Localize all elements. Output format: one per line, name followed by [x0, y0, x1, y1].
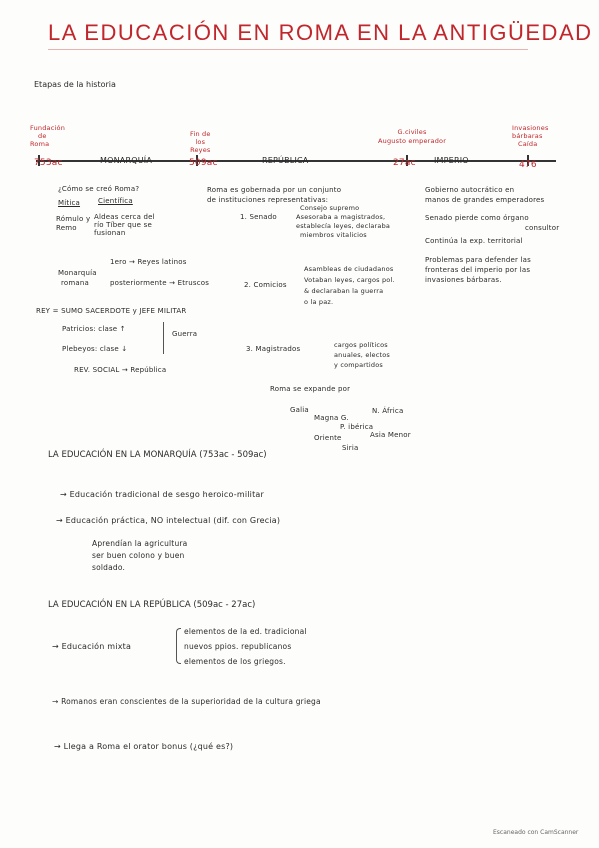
patricios: Patricios: clase ↑ — [62, 325, 126, 333]
monarquia-education-heading: LA EDUCACIÓN EN LA MONARQUÍA (753ac - 509ac) — [48, 450, 267, 460]
region-magna-grecia: Magna G. — [314, 414, 349, 422]
year-27: 27ac — [393, 158, 416, 168]
period-republica: REPÚBLICA — [262, 156, 309, 165]
educacion-mixta: → Educación mixta — [52, 642, 132, 651]
label-fin-reyes: Fin de los Reyes — [190, 130, 211, 154]
imperio-point-1: Gobierno autocrático en manos de grandes emperadores — [425, 186, 545, 204]
origin-cientifica-text: Aldeas cerca del río Tíber que se fusionan — [94, 213, 155, 237]
senado-desc: Consejo supremo Asesoraba a magistrados, establecía leyes, declaraba miembros vitalicios — [296, 204, 391, 239]
imperio-point-4: Problemas para defender las fronteras del imperio por las invasiones bárbaras. — [425, 256, 531, 284]
mixta-bracket — [176, 628, 181, 664]
monarquia-education-point-1: → Educación tradicional de sesgo heroico-militar — [60, 490, 265, 499]
senado: 1. Senado — [240, 213, 277, 221]
year-753: 753ac — [34, 158, 63, 168]
republica-education-point-2: → Romanos eran conscientes de la superioridad de la cultura griega — [52, 697, 321, 706]
monarquia-education-detail: Aprendían la agricultura ser buen colono y buen soldado. — [92, 539, 188, 572]
origin-cientifica: Científica — [98, 197, 133, 205]
label-guerras-civiles: G.civiles Augusto emperador — [378, 128, 447, 145]
etruscos: posteriormente → Etruscos — [110, 279, 210, 287]
guerra: Guerra — [172, 330, 198, 338]
comicios: 2. Comicios — [244, 281, 287, 289]
plebeyos: Plebeyos: clase ↓ — [62, 345, 128, 353]
monarquia-education-point-2: → Educación práctica, NO intelectual (dif. con Grecia) — [56, 516, 281, 525]
rey-def: REY = SUMO SACERDOTE y JEFE MILITAR — [36, 307, 187, 315]
imperio-point-2: Senado pierde como órgano consultor — [425, 214, 560, 232]
magistrados-desc: cargos políticos anuales, electos y compartidos — [334, 341, 391, 369]
scanner-watermark: Escaneado con CamScanner — [493, 829, 579, 836]
monarquia-romana: Monarquía romana — [58, 269, 97, 287]
subtitle: Etapas de la historia — [34, 80, 116, 89]
reyes-latinos: 1ero → Reyes latinos — [110, 258, 187, 266]
mixta-elements: elementos de la ed. tradicional nuevos ppios. republicanos elementos de los griegos. — [184, 627, 307, 666]
title-divider — [48, 49, 528, 50]
region-peninsula-iberica: P. ibérica — [340, 423, 374, 431]
guerra-bracket — [163, 322, 164, 354]
year-509: 509ac — [189, 158, 218, 168]
republica-education-point-3: → Llega a Roma el orator bonus (¿qué es?) — [54, 742, 234, 751]
label-invasiones: Invasiones bárbaras Caída — [512, 124, 549, 148]
origin-mitica: Mítica — [58, 199, 81, 207]
period-monarquia: MONARQUÍA — [100, 156, 152, 165]
period-imperio: IMPERIO — [434, 156, 469, 165]
region-norte-africa: N. África — [372, 407, 404, 415]
magistrados: 3. Magistrados — [246, 345, 301, 353]
republica-intro: Roma es gobernada por un conjunto de instituciones representativas: — [207, 186, 342, 204]
label-fundacion: Fundación de Roma — [30, 124, 66, 148]
year-476: 476 — [519, 160, 537, 170]
comicios-desc: Asambleas de ciudadanos Votaban leyes, cargos pol. & declaraban la guerra o la paz. — [304, 265, 395, 306]
region-oriente: Oriente — [314, 434, 342, 442]
expansion-intro: Roma se expande por — [270, 385, 351, 393]
rev-social: REV. SOCIAL → República — [74, 366, 167, 374]
origin-question: ¿Cómo se creó Roma? — [58, 185, 140, 193]
page-title: LA EDUCACIÓN EN ROMA EN LA ANTIGÜEDAD — [48, 20, 593, 45]
region-galia: Galia — [290, 406, 309, 414]
region-siria: Siria — [342, 444, 359, 452]
origin-mitica-text: Rómulo y Remo — [56, 215, 91, 232]
region-asia-menor: Asia Menor — [370, 431, 411, 439]
republica-education-heading: LA EDUCACIÓN EN LA REPÚBLICA (509ac - 27ac) — [48, 600, 256, 610]
imperio-point-3: Continúa la exp. territorial — [425, 237, 523, 245]
